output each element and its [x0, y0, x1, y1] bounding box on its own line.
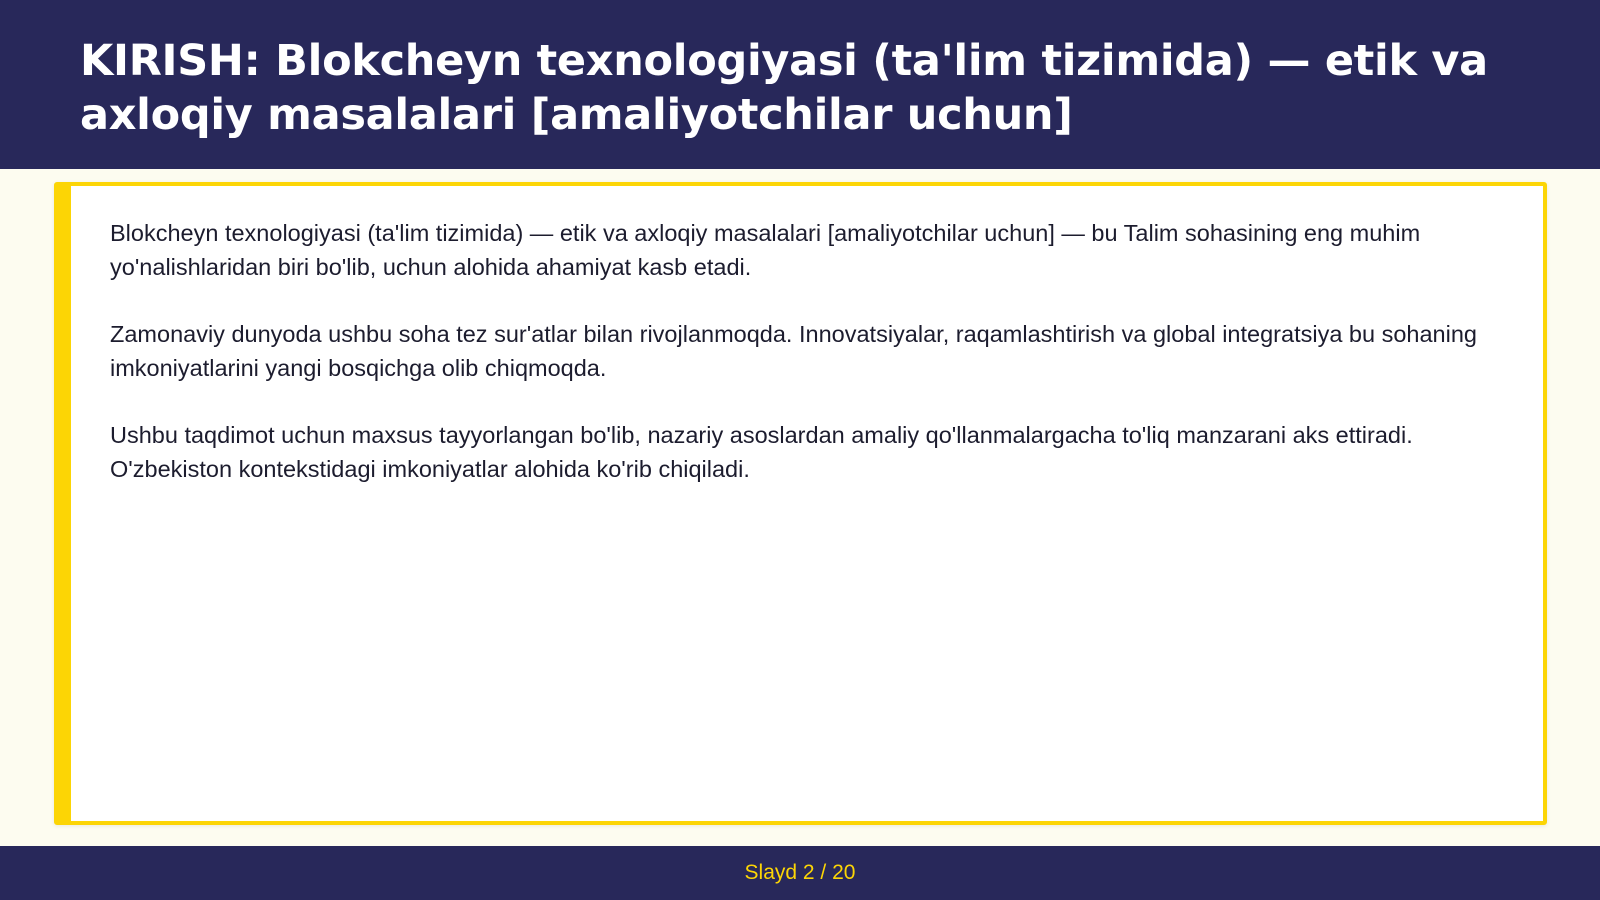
- slide-title: KIRISH: Blokcheyn texnologiyasi (ta'lim tizimida) — etik va axloqiy masalalari [amaliyotchilar uchun]: [80, 36, 1488, 140]
- slide-counter: Slayd 2 / 20: [744, 861, 856, 884]
- intro-paragraph-2: Zamonaviy dunyoda ushbu soha tez sur'atlar bilan rivojlanmoqda. Innovatsiyalar, raqamlashtirish va global integratsiya bu sohaning imkoniyatlarini yangi bosqichga olib chiqmoqda.: [110, 321, 1477, 381]
- slide-footer: [0, 846, 1600, 900]
- intro-paragraph-1: Blokcheyn texnologiyasi (ta'lim tizimida) — etik va axloqiy masalalari [amaliyotchilar uchun] — bu Talim sohasining eng muhim yo'nalishlaridan biri bo'lib, uchun alohida ahamiyat kasb etadi.: [110, 220, 1421, 280]
- slide-header: [0, 0, 1600, 169]
- content-box: [54, 182, 1547, 825]
- intro-paragraph-3: Ushbu taqdimot uchun maxsus tayyorlangan bo'lib, nazariy asoslardan amaliy qo'llanmalargacha to'liq manzarani aks ettiradi. O'zbekiston kontekstidagi imkoniyatlar alohida ko'rib chiqiladi.: [110, 422, 1413, 482]
